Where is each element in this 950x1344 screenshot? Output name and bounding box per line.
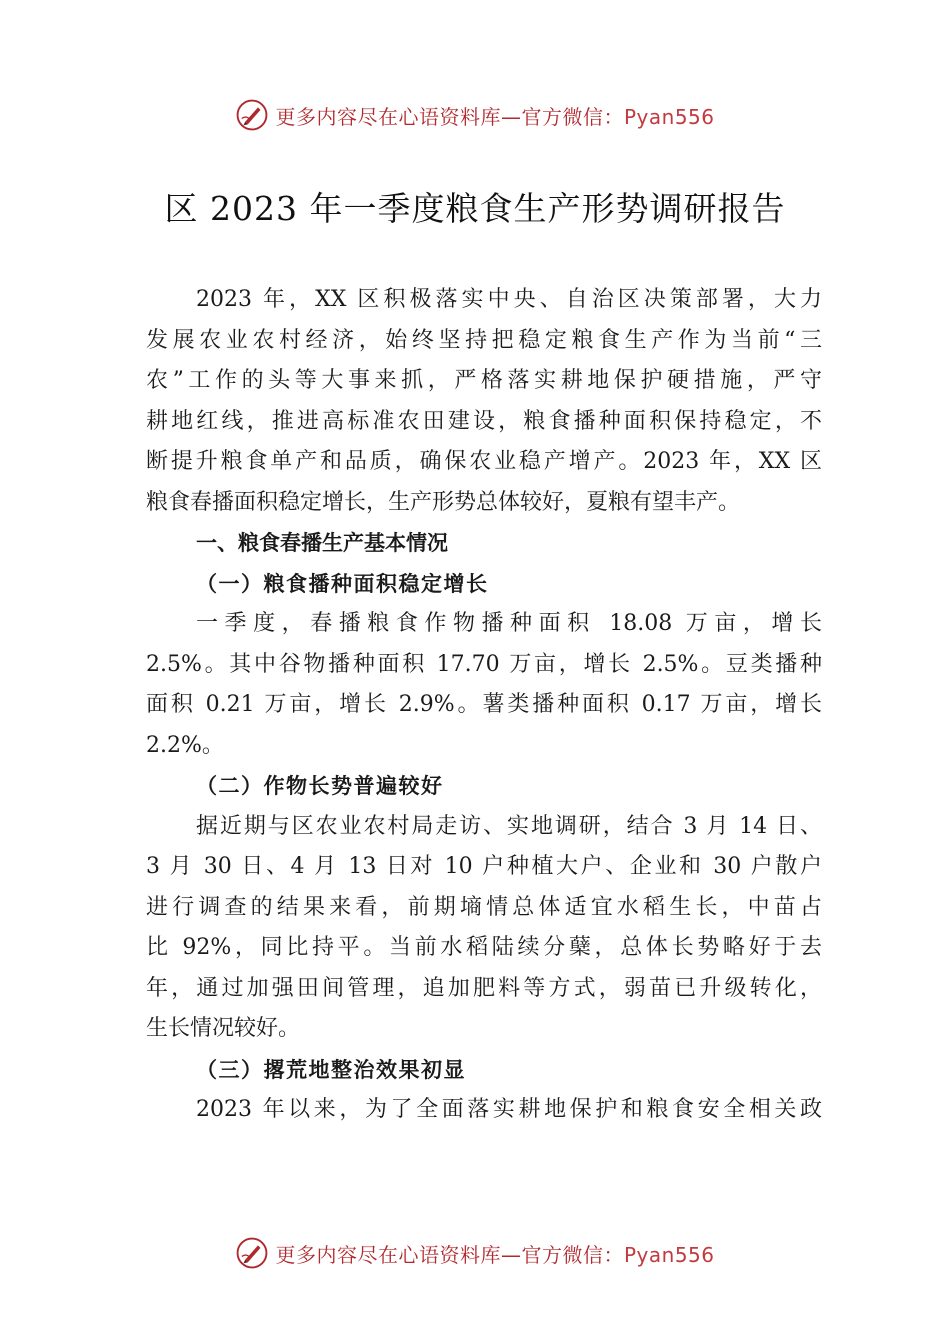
subsection-2-paragraph bbox=[146, 807, 822, 1050]
paragraph-line: 粮食春播面积稳定增长，生产形势总体较好，夏粮有望丰产。 bbox=[146, 489, 741, 515]
paragraph-line: 比 92%，同比持平。当前水稻陆续分蘖，总体长势略好于去 bbox=[146, 935, 822, 960]
paragraph-line: 进行调查的结果来看，前期墒情总体适宜水稻生长，中苗占 bbox=[146, 894, 822, 920]
subsection-heading: （三）撂荒地整治效果初显 bbox=[196, 1056, 466, 1082]
subsection-1-paragraph bbox=[146, 604, 822, 766]
subsection-3-paragraph bbox=[146, 1090, 822, 1131]
paragraph-line: 一季度，春播粮食作物播种面积 18.08 万亩，增长 bbox=[196, 611, 822, 636]
pen-logo-icon bbox=[235, 98, 269, 132]
paragraph-line: 生长情况较好。 bbox=[146, 1016, 301, 1041]
intro-paragraph bbox=[146, 280, 822, 523]
document-title: 区 2023 年一季度粮食生产形势调研报告 bbox=[164, 189, 786, 228]
watermark-bottom bbox=[0, 1233, 950, 1273]
watermark-text: 更多内容尽在心语资料库—官方微信：Pyan556 bbox=[275, 1242, 715, 1267]
subsection-heading: （一）粮食播种面积稳定增长 bbox=[196, 570, 489, 596]
paragraph-line: 农”工作的头等大事来抓，严格落实耕地保护硬措施，严守 bbox=[146, 368, 822, 393]
watermark-text: 更多内容尽在心语资料库—官方微信：Pyan556 bbox=[275, 104, 715, 129]
document-body bbox=[146, 280, 822, 1131]
watermark-top bbox=[0, 95, 950, 135]
paragraph-line: 年，通过加强田间管理，追加肥料等方式，弱苗已升级转化， bbox=[146, 975, 822, 1001]
subsection-heading: （二）作物长势普遍较好 bbox=[196, 773, 444, 798]
paragraph-line: 断提升粮食单产和品质，确保农业稳产增产。2023 年，XX 区 bbox=[146, 449, 822, 474]
paragraph-line: 耕地红线，推进高标准农田建设，粮食播种面积保持稳定，不 bbox=[146, 408, 822, 434]
section-heading: 一、粮食春播生产基本情况 bbox=[196, 531, 448, 555]
paragraph-line: 面积 0.21 万亩，增长 2.9%。薯类播种面积 0.17 万亩，增长 bbox=[146, 692, 822, 717]
paragraph-line: 2.2%。 bbox=[146, 732, 224, 758]
paragraph-line: 2023 年，XX 区积极落实中央、自治区决策部署，大力 bbox=[196, 287, 822, 312]
pen-logo-icon bbox=[235, 1236, 269, 1270]
paragraph-line: 发展农业农村经济，始终坚持把稳定粮食生产作为当前“三 bbox=[146, 327, 822, 353]
paragraph-line: 3 月 30 日、4 月 13 日对 10 户种植大户、企业和 30 户散户 bbox=[146, 854, 822, 879]
paragraph-line: 2023 年以来，为了全面落实耕地保护和粮食安全相关政 bbox=[196, 1097, 822, 1122]
paragraph-line: 2.5%。其中谷物播种面积 17.70 万亩，增长 2.5%。豆类播种 bbox=[146, 651, 822, 677]
paragraph-line: 据近期与区农业农村局走访、实地调研，结合 3 月 14 日、 bbox=[196, 813, 822, 839]
